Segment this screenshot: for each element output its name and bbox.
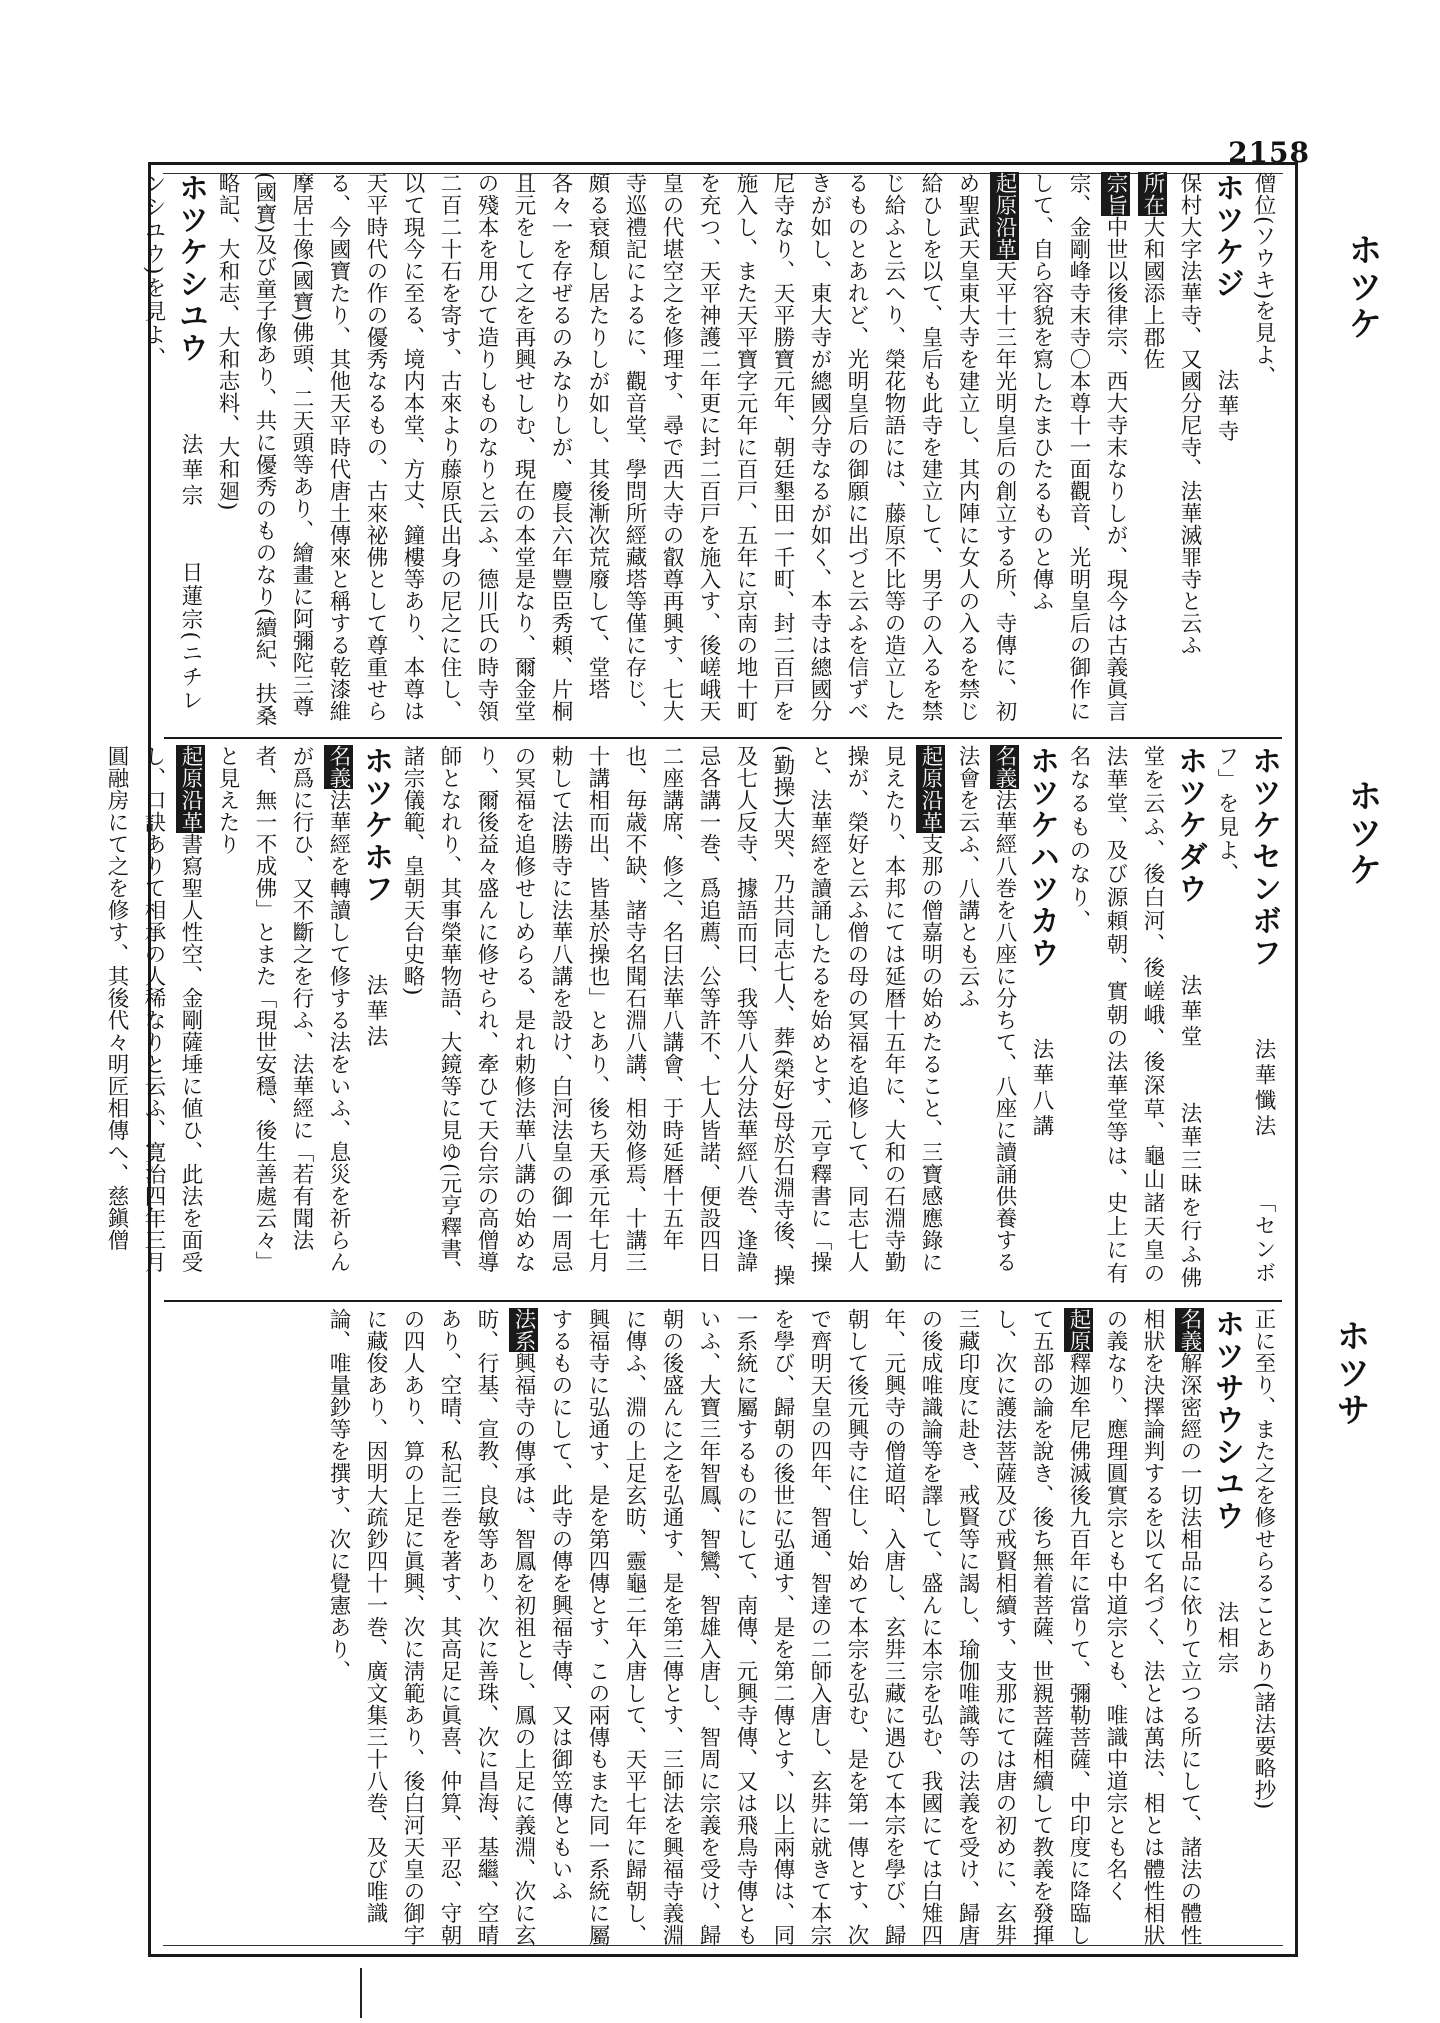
section-hokkeji xyxy=(141,172,1282,727)
section-hossoshu xyxy=(170,1308,1282,1948)
side-label-hotsuke: ホツケ xyxy=(1342,232,1382,343)
tagged-paragraph xyxy=(1023,172,1134,727)
paragraph-text: 支那の僧嘉明の始めたること、三寶感應錄に見えたり、本邦にては延暦十五年に、大和の石淵寺勤操が、榮好と云ふ僧の母の冥福を追修して、同志七人と、法華經を讀誦したるを始めとす、元亨釋書に「操(勤操)大哭、乃共同志七人、葬(榮好)母於石淵寺後、操及七人反寺、據語而曰、我等八人分法華經八巻、逢諱忌各講一巻、爲追薦、公等許不、七人皆諾、便設四日二座講席、修之、名曰法華八講會、于時延暦十五年也、毎歳不缺、諸寺名聞石淵八講、相効修焉、十講三十講相而出、皆基於操也」とあり、後ち天承元年七月勅して法勝寺に法華八講を設け、白河法皇の御一周忌の冥福を追修せしめらる、是れ勅修法華八講の始めなり、爾後益々盛んに修せられ、牽ひて天台宗の高僧導師となれり、其事榮華物語、大鏡等に見ゆ(元亨釋書、諸宗儀範、皇朝天台史略) xyxy=(400,745,943,1287)
section-hokkeji-columns xyxy=(141,172,1282,727)
tagged-paragraph xyxy=(209,745,357,1290)
headword-kanji: 法華寺 xyxy=(1214,368,1239,446)
section-divider-2 xyxy=(164,1300,1282,1302)
headword-entry xyxy=(1208,1308,1245,1948)
section-tag: 法系 xyxy=(511,1308,536,1352)
headword-kana: ホツケシユウ xyxy=(173,172,208,364)
paragraph-text: 中世以後律宗、西大寺末なりしが、現今は古義眞言宗、金剛峰寺末寺〇本尊十一面觀音、光明皇后の御作にして、自ら容貌を寫したまひたるものと傳ふ xyxy=(1029,172,1128,722)
headword-kana: ホツケハツカウ xyxy=(1024,745,1059,969)
headword-entry xyxy=(1060,745,1208,1290)
section-tag: 起原沿革 xyxy=(992,172,1017,260)
section-divider-1 xyxy=(164,737,1282,739)
headword-kanji: 法華堂 xyxy=(1177,973,1202,1051)
headword-kana: ホツケジ xyxy=(1209,172,1244,300)
headword-kana: ホツケホフ xyxy=(358,745,393,905)
headword-kanji: 法華法 xyxy=(363,973,388,1051)
section-tag: 起原沿革 xyxy=(918,745,943,833)
side-label-hotsusa: ホツサ xyxy=(1330,1318,1370,1429)
paragraph-text: 解深密經の一切法相品に依りて立つる所にして、諸法の體性相狀を決擇論判するを以て名づく、法とは萬法、相とは體性相狀の義なり、應理圓實宗とも中道宗とも、唯識中道宗とも名く xyxy=(1103,1308,1202,1946)
section-tag: 宗旨 xyxy=(1103,172,1128,216)
tagged-paragraph xyxy=(1097,1308,1208,1948)
text-paragraph xyxy=(1245,172,1282,727)
section-tag: 起原沿革 xyxy=(178,745,203,833)
tagged-paragraph xyxy=(98,745,209,1290)
tagged-paragraph xyxy=(949,745,1023,1290)
section-hossoshu-columns xyxy=(170,1308,1282,1948)
section-hokke-ho xyxy=(104,745,1282,1290)
headword-note: 法華三昧を行ふ佛堂を云ふ、後白河、後嵯峨、後深草、龜山諸天皇の法華堂、及び源頼朝、實朝の法華堂等は、史上に有名なるものなり、 xyxy=(1066,745,1202,1290)
tagged-paragraph xyxy=(209,172,1023,727)
margin-mark xyxy=(360,1968,362,2018)
paragraph-text: 興福寺の傳承は、智鳳を初祖とし、鳳の上足に義淵、次に玄昉、行基、宣教、良敏等あり、次に善珠、次に昌海、基繼、空晴あり、空晴、私記三巻を著す、其高足に眞喜、仲算、平忍、守朝の四人あり、算の上足に眞興、次に淸範あり、後白河天皇の御宇に藏俊あり、因明大疏鈔四十一巻、廣文集三十八巻、及び唯識論、唯量鈔等を撰す、次に覺憲あり、 xyxy=(326,1308,536,1946)
text-paragraph xyxy=(1245,1308,1282,1948)
paragraph-text: 保村大字法華寺、又國分尼寺、法華滅罪寺と云ふ xyxy=(1177,172,1202,656)
paragraph-text: 釋迦牟尼佛滅後九百年に當りて、彌勒菩薩、中印度に降臨して五部の論を說き、後ち無着菩薩、世親菩薩相續して教義を發揮し、次に護法菩薩及び戒賢相續す、支那にては唐の初めに、玄弉三藏印度に赴き、戒賢等に謁し、瑜伽唯識等の法義を受け、歸唐の後成唯識論等を譯して、盛んに本宗を弘む、我國にては白雉四年、元興寺の僧道昭、入唐し、玄弉三藏に遇ひて本宗を學び、歸朝して後元興寺に住し、始めて本宗を弘む、是を第一傳とす、次で齊明天皇の四年、智通、智達の二師入唐し、玄弉に就きて本宗を學び、歸朝の後世に弘通す、是を第二傳とす、以上兩傳は、同一系統に屬するものにして、南傳、元興寺傳、又は飛鳥寺傳ともいふ、大寶三年智鳳、智鸞、智雄入唐し、智周に宗義を受け、歸朝の後盛んに之を弘通す、是を第三傳とす、三師法を興福寺義淵に傳ふ、淵の上足玄昉、靈龜二年入唐して、天平七年に歸朝し、興福寺に弘通す、是を第四傳とす、この兩傳もまた同一系統に屬するものにして、此寺の傳を興福寺傳、又は御笠傳ともいふ xyxy=(548,1308,1091,1946)
headword-kanji: 法相宗 xyxy=(1214,1600,1239,1678)
paragraph-text: 天平十三年光明皇后の創立する所、寺傳に、初め聖武天皇東大寺を建立し、其内陣に女人の入るを禁じ給ひしを以て、皇后も此寺を建立して、男子の入るを禁じ給ふと云へり、榮花物語には、藤原不比等の造立したるものとあれど、光明皇后の御願に出づと云ふを信ずべきが如し、東大寺が總國分寺なるが如く、本寺は總國分尼寺なり、天平勝寶元年、朝廷墾田一千町、封二百戸を施入し、また天平寶字元年に百戸、五年に京南の地十町を充つ、天平神護二年更に封二百戸を施入す、後嵯峨天皇の代堪空之を修理す、尋で西大寺の叡尊再興す、七大寺巡禮記によるに、觀音堂、學問所經藏塔等僅に存じ、頗る衰頽し居たりしが如し、其後漸次荒廢して、堂塔各々一を存ぜるのみなりしが、慶長六年豐臣秀頼、片桐且元をして之を再興せしむ、現在の本堂是なり、爾金堂の殘本を用ひて造りしものなりと云ふ、德川氏の時寺領二百二十石を寄す、古來より藤原氏出身の尼之に住し、以て現今に至る、境内本堂、方丈、鐘樓等あり、本尊は天平時代の作の優秀なるもの、古來祕佛として尊重せらる、今國寶たり、其他天平時代唐土傳來と稱する乾漆維摩居士像(國寶)佛頭、二天頭等あり、繪畫に阿彌陀三尊(國寶)及び童子像あり、共に優秀のものなり(續紀、扶桑略記、大和志、大和志料、大和廻) xyxy=(215,172,1017,727)
headword-kana: ホツケセンボフ xyxy=(1246,745,1281,969)
side-label-hotsuke-2: ホツケ xyxy=(1342,778,1382,889)
section-tag: 名義 xyxy=(1177,1308,1202,1352)
headword-kana: ホツサウシユウ xyxy=(1209,1308,1244,1532)
headword-kanji: 法華八講 xyxy=(1029,1037,1054,1140)
paragraph-text: 大和國添上郡佐 xyxy=(1140,216,1165,370)
tagged-paragraph xyxy=(1134,172,1171,727)
section-tag: 名義 xyxy=(992,745,1017,789)
section-tag: 名義 xyxy=(326,745,351,789)
headword-kanji: 法華懺法 xyxy=(1251,1037,1276,1140)
section-tag: 所在 xyxy=(1140,172,1165,216)
tagged-paragraph xyxy=(542,1308,1097,1948)
headword-entry xyxy=(357,745,394,1290)
headword-note: 日蓮宗(ニチレンシユウ)を見よ、 xyxy=(141,172,203,713)
headword-kana: ホツケダウ xyxy=(1172,745,1207,905)
headword-kanji: 法華宗 xyxy=(178,432,203,510)
paragraph-text: 法華經を轉讀して修する法をいふ、息災を祈らんが爲に行ひ、又不斷之を行ふ、法華經に「若有聞法者、無一不成佛」とまた「現世安穩、後生善處云々」と見えたり xyxy=(215,745,351,1273)
tagged-paragraph xyxy=(320,1308,542,1948)
section-hokke-ho-columns xyxy=(104,745,1282,1290)
headword-entry xyxy=(135,172,209,727)
headword-entry xyxy=(1208,172,1245,727)
headword-note: 「センボフ」を見よ、 xyxy=(1214,745,1276,1286)
paragraph-text: 僧位(ソウキ)を見よ、 xyxy=(1251,172,1276,388)
paragraph-text: 正に至り、また之を修せらることあり(諸法要略抄) xyxy=(1251,1308,1276,1810)
headword-entry xyxy=(1208,745,1282,1290)
headword-entry xyxy=(1023,745,1060,1290)
paragraph-text: 書寫聖人性空、金剛薩埵に値ひ、此法を面受し、口訣ありて相承の人稀なりと云ふ、寛治四年三月圓融房にて之を修す、其後代々明匠相傳へ、慈鎭僧 xyxy=(104,745,203,1273)
tagged-paragraph xyxy=(394,745,949,1290)
paragraph-text: 法華經八巻を八座に分ちて、八座に讀誦供養する法會を云ふ、八講とも云ふ xyxy=(955,745,1017,1273)
page-number: 2158 xyxy=(1228,136,1310,169)
text-paragraph xyxy=(1171,172,1208,727)
section-tag: 起原 xyxy=(1066,1308,1091,1352)
